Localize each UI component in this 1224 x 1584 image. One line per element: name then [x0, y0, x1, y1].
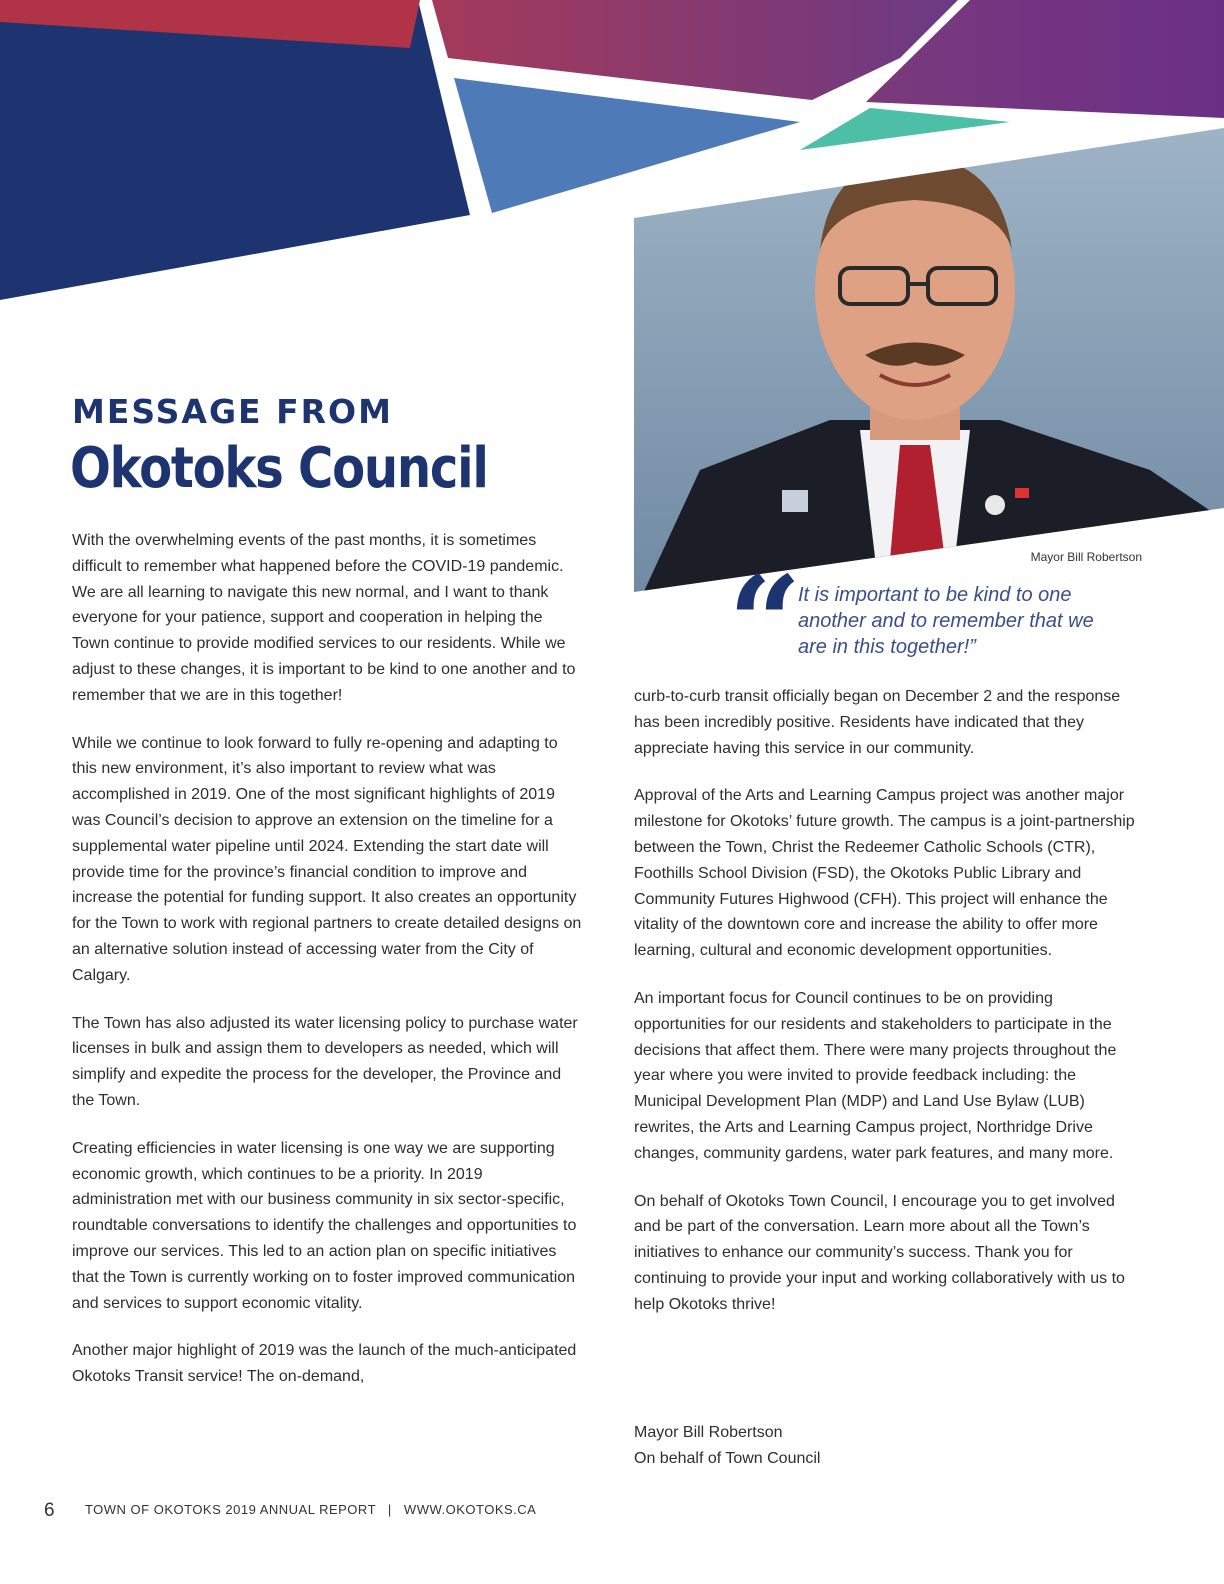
page-number: 6	[44, 1500, 56, 1521]
signature-name: Mayor Bill Robertson	[634, 1424, 783, 1441]
signature-role: On behalf of Town Council	[634, 1449, 821, 1467]
body-paragraph: Another major highlight of 2019 was the launch of the much-anticipated Okotoks Transit service! The on-demand,	[72, 1342, 577, 1386]
report-title: TOWN OF OKOTOKS 2019 ANNUAL REPORT	[84, 1502, 376, 1517]
banner-shape-plum	[432, 0, 958, 100]
body-paragraph: An important focus for Council continues to be on providing opportunities for our residents and stakeholders to participate in the decisions that affect them. There were many projects throughout the year where you were invited to provide feedback including: the Municipal Development Plan (MDP) and Land Use Bylaw (LUB) rewrites, the Arts and Learning Campus project, Northridge Drive changes, community gardens, water park features, and many more.	[634, 989, 1117, 1162]
footer-separator: |	[387, 1502, 392, 1517]
signature-block	[634, 1420, 820, 1472]
header-banner	[0, 0, 1224, 600]
page-footer	[44, 1500, 536, 1522]
banner-shape-steelblue	[454, 78, 800, 213]
quote-mark-icon: “	[728, 549, 802, 699]
body-paragraph: curb-to-curb transit officially began on December 2 and the response has been incredibly positive. Residents have indicated that they appreciate having this service in our community.	[634, 688, 1121, 757]
page-title: Okotoks Council	[70, 436, 488, 501]
right-column	[634, 684, 1146, 1340]
body-paragraph: While we continue to look forward to fully re-opening and adapting to this new environment, it’s also important to review what was accomplished in 2019. One of the most significant highlights of 2019 was Council’s decision to approve an extension on the timeline for a supplemental water pipeline until 2024. Extending the start date will provide time for the province’s financial condition to improve and increase the potential for funding support. It also creates an opportunity for the Town to work with regional partners to create detailed designs on an alternative solution instead of accessing water from the City of Calgary.	[72, 734, 582, 984]
body-paragraph: The Town has also adjusted its water licensing policy to purchase water licenses in bulk and assign them to developers as needed, which will simplify and expedite the process for the developer, the Province and the Town.	[72, 1014, 578, 1109]
left-column	[72, 528, 584, 1412]
body-paragraph: Approval of the Arts and Learning Campus project was another major milestone for Okotoks’ future growth. The campus is a joint-partnership between the Town, Christ the Redeemer Catholic Schools (CTR), Foothills School Division (FSD), the Okotoks Public Library and Community Futures Highwood (CFH). This project will enhance the vitality of the downtown core and increase the ability to offer more learning, cultural and economic development opportunities.	[634, 787, 1135, 960]
body-paragraph: Creating efficiencies in water licensing is one way we are supporting economic growth, which continues to be a priority. In 2019 administration met with our business community in six sector-specific, roundtable conversations to identify the challenges and opportunities to improve our services. This led to an action plan on specific initiatives that the Town is currently working on to foster improved communication and services to support economic vitality.	[72, 1139, 577, 1312]
banner-shape-teal	[800, 108, 1010, 150]
mayor-portrait-photo	[634, 120, 1224, 600]
pull-quote: It is important to be kind to one another and to remember that we are in this together!”	[798, 584, 1094, 658]
heading-kicker: MESSAGE FROM	[72, 392, 393, 431]
body-paragraph: With the overwhelming events of the past months, it is sometimes difficult to remember what happened before the COVID-19 pandemic. We are all learning to navigate this new normal, and I want to thank everyone for your patience, support and cooperation in helping the Town continue to provide modified services to our residents. While we adjust to these changes, it is important to be kind to one another and to remember that we are in this together!	[72, 532, 576, 704]
body-paragraph: On behalf of Okotoks Town Council, I encourage you to get involved and be part of the conversation. Learn more about all the Town’s initiatives to enhance our community’s success. Thank you for continuing to provide your input and working collaboratively with us to help Okotoks thrive!	[634, 1192, 1125, 1313]
website-link[interactable]: WWW.OKOTOKS.CA	[403, 1502, 537, 1517]
photo-caption: Mayor Bill Robertson	[1030, 550, 1142, 564]
